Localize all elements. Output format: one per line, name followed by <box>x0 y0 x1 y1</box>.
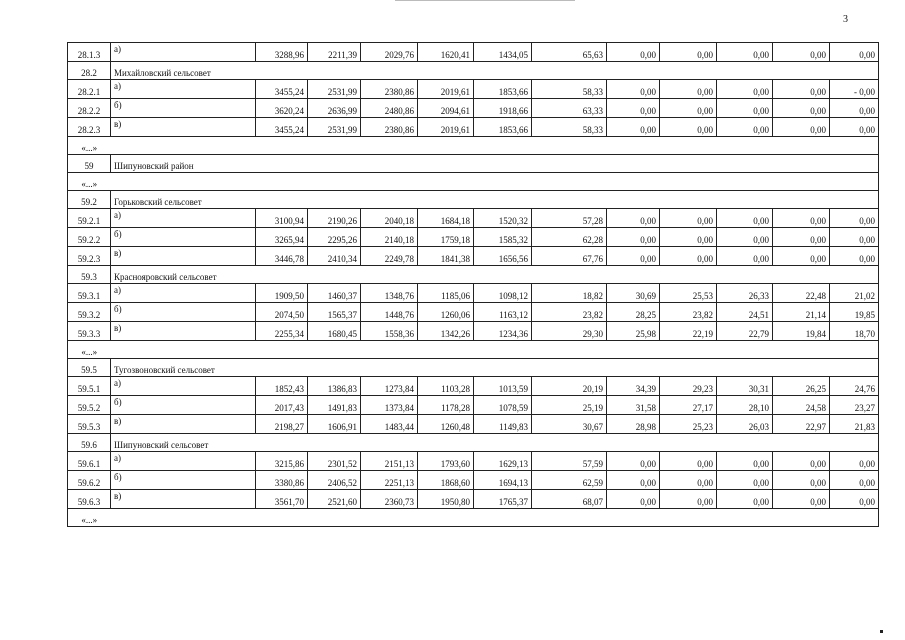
row-code: 59.2.3 <box>68 247 111 266</box>
value-cell: 2480,86 <box>361 99 418 118</box>
value-cell: 2017,43 <box>256 396 308 415</box>
value-cell: 58,33 <box>532 118 607 137</box>
value-cell: 3455,24 <box>256 80 308 99</box>
ellipsis-filler <box>111 137 879 155</box>
value-cell: 62,59 <box>532 471 607 490</box>
row-code: 59.6 <box>68 434 111 452</box>
row-label: б) <box>111 471 256 490</box>
value-cell: 0,00 <box>660 490 717 509</box>
value-cell: 3446,78 <box>256 247 308 266</box>
value-cell: 2151,13 <box>361 452 418 471</box>
value-cell: 2029,76 <box>361 43 418 62</box>
value-cell: 1185,06 <box>418 284 474 303</box>
table-row <box>68 209 879 228</box>
value-cell: 1149,83 <box>474 415 532 434</box>
value-cell: 3620,24 <box>256 99 308 118</box>
value-cell: 2190,26 <box>308 209 361 228</box>
table-row <box>68 490 879 509</box>
value-cell: 27,17 <box>660 396 717 415</box>
row-label: а) <box>111 284 256 303</box>
value-cell: 18,82 <box>532 284 607 303</box>
ellipsis-row <box>68 509 879 527</box>
value-cell: 18,70 <box>830 322 879 341</box>
value-cell: 3265,94 <box>256 228 308 247</box>
value-cell: 1909,50 <box>256 284 308 303</box>
value-cell: 0,00 <box>830 490 879 509</box>
ellipsis-filler <box>111 509 879 527</box>
value-cell: 1163,12 <box>474 303 532 322</box>
section-row <box>68 155 879 173</box>
value-cell: 1234,36 <box>474 322 532 341</box>
row-code: 59.6.2 <box>68 471 111 490</box>
value-cell: 2019,61 <box>418 80 474 99</box>
value-cell: 2094,61 <box>418 99 474 118</box>
value-cell: 1342,26 <box>418 322 474 341</box>
value-cell: 0,00 <box>717 452 773 471</box>
value-cell: 1868,60 <box>418 471 474 490</box>
value-cell: 2360,73 <box>361 490 418 509</box>
value-cell: 0,00 <box>717 43 773 62</box>
value-cell: 0,00 <box>607 247 660 266</box>
value-cell: 30,67 <box>532 415 607 434</box>
value-cell: 23,82 <box>532 303 607 322</box>
value-cell: 2140,18 <box>361 228 418 247</box>
row-label: а) <box>111 43 256 62</box>
value-cell: 2074,50 <box>256 303 308 322</box>
value-cell: 2380,86 <box>361 80 418 99</box>
value-cell: 1950,80 <box>418 490 474 509</box>
value-cell: 3215,86 <box>256 452 308 471</box>
value-cell: 3288,96 <box>256 43 308 62</box>
value-cell: 0,00 <box>717 209 773 228</box>
value-cell: 0,00 <box>607 228 660 247</box>
value-cell: 0,00 <box>830 99 879 118</box>
value-cell: 21,83 <box>830 415 879 434</box>
value-cell: 1260,06 <box>418 303 474 322</box>
value-cell: 23,27 <box>830 396 879 415</box>
value-cell: 1434,05 <box>474 43 532 62</box>
value-cell: 0,00 <box>830 452 879 471</box>
value-cell: 1013,59 <box>474 377 532 396</box>
section-title: Шипуновский сельсовет <box>111 434 361 452</box>
row-code: 28.2 <box>68 62 111 80</box>
section-title: Горьковский сельсовет <box>111 191 361 209</box>
value-cell: 29,23 <box>660 377 717 396</box>
row-label: а) <box>111 209 256 228</box>
row-label: в) <box>111 322 256 341</box>
table-row <box>68 247 879 266</box>
value-cell: 0,00 <box>607 490 660 509</box>
table-row <box>68 471 879 490</box>
value-cell: 1620,41 <box>418 43 474 62</box>
value-cell: 1694,13 <box>474 471 532 490</box>
section-filler <box>361 155 879 173</box>
value-cell: 1348,76 <box>361 284 418 303</box>
row-code: 59.2.2 <box>68 228 111 247</box>
value-cell: 1386,83 <box>308 377 361 396</box>
value-cell: 2380,86 <box>361 118 418 137</box>
section-filler <box>361 434 879 452</box>
value-cell: 0,00 <box>717 80 773 99</box>
value-cell: 25,23 <box>660 415 717 434</box>
section-row <box>68 191 879 209</box>
value-cell: 2636,99 <box>308 99 361 118</box>
value-cell: 2410,34 <box>308 247 361 266</box>
value-cell: 23,82 <box>660 303 717 322</box>
row-code: 59.6.1 <box>68 452 111 471</box>
row-code: 59.2.1 <box>68 209 111 228</box>
value-cell: 26,03 <box>717 415 773 434</box>
value-cell: 2251,13 <box>361 471 418 490</box>
value-cell: 2295,26 <box>308 228 361 247</box>
value-cell: 2301,52 <box>308 452 361 471</box>
value-cell: 0,00 <box>660 452 717 471</box>
row-code: 59.3.2 <box>68 303 111 322</box>
value-cell: 30,69 <box>607 284 660 303</box>
value-cell: 0,00 <box>607 80 660 99</box>
value-cell: 31,58 <box>607 396 660 415</box>
value-cell: 28,98 <box>607 415 660 434</box>
value-cell: 2040,18 <box>361 209 418 228</box>
value-cell: 1852,43 <box>256 377 308 396</box>
value-cell: 0,00 <box>607 43 660 62</box>
table-body <box>68 43 879 527</box>
value-cell: 1078,59 <box>474 396 532 415</box>
value-cell: 0,00 <box>607 99 660 118</box>
ellipsis-row <box>68 341 879 359</box>
value-cell: 0,00 <box>773 43 830 62</box>
value-cell: 1918,66 <box>474 99 532 118</box>
value-cell: 1520,32 <box>474 209 532 228</box>
value-cell: 0,00 <box>717 118 773 137</box>
value-cell: 1373,84 <box>361 396 418 415</box>
row-label: а) <box>111 80 256 99</box>
value-cell: 0,00 <box>660 247 717 266</box>
section-filler <box>361 359 879 377</box>
value-cell: 0,00 <box>660 80 717 99</box>
value-cell: 0,00 <box>660 228 717 247</box>
value-cell: 0,00 <box>773 80 830 99</box>
row-code: 59.3 <box>68 266 111 284</box>
value-cell: 25,98 <box>607 322 660 341</box>
value-cell: 1103,28 <box>418 377 474 396</box>
tariff-table <box>67 42 879 527</box>
value-cell: 0,00 <box>830 228 879 247</box>
value-cell: 0,00 <box>773 471 830 490</box>
section-row <box>68 266 879 284</box>
value-cell: 0,00 <box>830 247 879 266</box>
value-cell: 22,19 <box>660 322 717 341</box>
table-row <box>68 99 879 118</box>
value-cell: 1684,18 <box>418 209 474 228</box>
value-cell: 0,00 <box>660 209 717 228</box>
value-cell: 25,19 <box>532 396 607 415</box>
row-label: б) <box>111 99 256 118</box>
value-cell: 62,28 <box>532 228 607 247</box>
table-row <box>68 396 879 415</box>
table-row <box>68 452 879 471</box>
value-cell: 1098,12 <box>474 284 532 303</box>
scan-speck <box>880 630 883 633</box>
value-cell: 0,00 <box>607 471 660 490</box>
value-cell: 28,25 <box>607 303 660 322</box>
row-label: б) <box>111 228 256 247</box>
ellipsis-cell: «...» <box>68 341 111 359</box>
value-cell: 0,00 <box>773 228 830 247</box>
section-filler <box>361 191 879 209</box>
row-code: 59.5.2 <box>68 396 111 415</box>
row-label: а) <box>111 377 256 396</box>
ellipsis-cell: «...» <box>68 173 111 191</box>
value-cell: 1793,60 <box>418 452 474 471</box>
value-cell: 24,58 <box>773 396 830 415</box>
value-cell: 0,00 <box>660 43 717 62</box>
value-cell: 1656,56 <box>474 247 532 266</box>
value-cell: 1491,83 <box>308 396 361 415</box>
value-cell: 1273,84 <box>361 377 418 396</box>
value-cell: 3561,70 <box>256 490 308 509</box>
value-cell: 0,00 <box>660 471 717 490</box>
value-cell: 0,00 <box>773 452 830 471</box>
value-cell: 19,84 <box>773 322 830 341</box>
row-code: 59.5 <box>68 359 111 377</box>
value-cell: 2521,60 <box>308 490 361 509</box>
value-cell: 0,00 <box>717 228 773 247</box>
value-cell: 1629,13 <box>474 452 532 471</box>
row-code: 28.2.3 <box>68 118 111 137</box>
value-cell: 21,02 <box>830 284 879 303</box>
value-cell: 22,79 <box>717 322 773 341</box>
row-label: б) <box>111 303 256 322</box>
table-row <box>68 228 879 247</box>
value-cell: 1680,45 <box>308 322 361 341</box>
value-cell: 2198,27 <box>256 415 308 434</box>
value-cell: 26,25 <box>773 377 830 396</box>
value-cell: 0,00 <box>660 99 717 118</box>
value-cell: 1853,66 <box>474 80 532 99</box>
value-cell: 1606,91 <box>308 415 361 434</box>
value-cell: 34,39 <box>607 377 660 396</box>
row-label: в) <box>111 247 256 266</box>
value-cell: 58,33 <box>532 80 607 99</box>
row-code: 28.1.3 <box>68 43 111 62</box>
value-cell: 1759,18 <box>418 228 474 247</box>
table-row <box>68 80 879 99</box>
table-row <box>68 118 879 137</box>
value-cell: 2531,99 <box>308 118 361 137</box>
row-label: а) <box>111 452 256 471</box>
ellipsis-cell: «...» <box>68 509 111 527</box>
value-cell: 0,00 <box>773 99 830 118</box>
value-cell: 1585,32 <box>474 228 532 247</box>
page-number: 3 <box>843 14 848 25</box>
row-label: в) <box>111 415 256 434</box>
value-cell: 67,76 <box>532 247 607 266</box>
value-cell: 57,28 <box>532 209 607 228</box>
value-cell: 0,00 <box>717 490 773 509</box>
section-title: Михайловский сельсовет <box>111 62 361 80</box>
section-row <box>68 359 879 377</box>
row-label: в) <box>111 118 256 137</box>
value-cell: 1178,28 <box>418 396 474 415</box>
section-title: Тугозвоновский сельсовет <box>111 359 361 377</box>
row-code: 59.6.3 <box>68 490 111 509</box>
value-cell: 0,00 <box>830 209 879 228</box>
section-filler <box>361 62 879 80</box>
value-cell: 20,19 <box>532 377 607 396</box>
section-filler <box>361 266 879 284</box>
value-cell: 1558,36 <box>361 322 418 341</box>
value-cell: 3455,24 <box>256 118 308 137</box>
ellipsis-cell: «...» <box>68 137 111 155</box>
value-cell: 22,97 <box>773 415 830 434</box>
value-cell: 63,33 <box>532 99 607 118</box>
value-cell: 21,14 <box>773 303 830 322</box>
table-row <box>68 43 879 62</box>
value-cell: 2211,39 <box>308 43 361 62</box>
value-cell: 2531,99 <box>308 80 361 99</box>
value-cell: 29,30 <box>532 322 607 341</box>
value-cell: 0,00 <box>773 118 830 137</box>
value-cell: 0,00 <box>717 247 773 266</box>
section-row <box>68 62 879 80</box>
value-cell: 24,76 <box>830 377 879 396</box>
row-code: 28.2.2 <box>68 99 111 118</box>
row-code: 59.3.3 <box>68 322 111 341</box>
row-code: 59.2 <box>68 191 111 209</box>
scan-edge-line <box>395 0 575 1</box>
value-cell: 0,00 <box>830 118 879 137</box>
value-cell: 28,10 <box>717 396 773 415</box>
value-cell: 2406,52 <box>308 471 361 490</box>
value-cell: 26,33 <box>717 284 773 303</box>
value-cell: 0,00 <box>773 247 830 266</box>
value-cell: 0,00 <box>607 209 660 228</box>
ellipsis-filler <box>111 173 879 191</box>
value-cell: 30,31 <box>717 377 773 396</box>
section-title: Краснояровский сельсовет <box>111 266 361 284</box>
value-cell: 0,00 <box>660 118 717 137</box>
value-cell: 3100,94 <box>256 209 308 228</box>
value-cell: 1448,76 <box>361 303 418 322</box>
value-cell: 0,00 <box>717 99 773 118</box>
value-cell: 68,07 <box>532 490 607 509</box>
value-cell: 0,00 <box>607 452 660 471</box>
row-code: 59.5.3 <box>68 415 111 434</box>
value-cell: 0,00 <box>717 471 773 490</box>
row-label: в) <box>111 490 256 509</box>
section-title: Шипуновский район <box>111 155 361 173</box>
value-cell: 57,59 <box>532 452 607 471</box>
value-cell: 1260,48 <box>418 415 474 434</box>
section-row <box>68 434 879 452</box>
value-cell: 1483,44 <box>361 415 418 434</box>
row-code: 59.3.1 <box>68 284 111 303</box>
row-code: 59.5.1 <box>68 377 111 396</box>
table-row <box>68 322 879 341</box>
ellipsis-filler <box>111 341 879 359</box>
value-cell: 0,00 <box>830 43 879 62</box>
value-cell: 19,85 <box>830 303 879 322</box>
value-cell: 0,00 <box>773 490 830 509</box>
row-label: б) <box>111 396 256 415</box>
value-cell: 65,63 <box>532 43 607 62</box>
value-cell: 1565,37 <box>308 303 361 322</box>
value-cell: 2019,61 <box>418 118 474 137</box>
row-code: 28.2.1 <box>68 80 111 99</box>
value-cell: 25,53 <box>660 284 717 303</box>
ellipsis-row <box>68 173 879 191</box>
row-code: 59 <box>68 155 111 173</box>
value-cell: 1841,38 <box>418 247 474 266</box>
table-row <box>68 377 879 396</box>
table-row <box>68 415 879 434</box>
value-cell: 0,00 <box>607 118 660 137</box>
value-cell: 1853,66 <box>474 118 532 137</box>
value-cell: 3380,86 <box>256 471 308 490</box>
table-row <box>68 284 879 303</box>
value-cell: 0,00 <box>830 471 879 490</box>
value-cell: 0,00 <box>773 209 830 228</box>
value-cell: 22,48 <box>773 284 830 303</box>
value-cell: 24,51 <box>717 303 773 322</box>
value-cell: 2249,78 <box>361 247 418 266</box>
value-cell: 1765,37 <box>474 490 532 509</box>
ellipsis-row <box>68 137 879 155</box>
value-cell: 1460,37 <box>308 284 361 303</box>
table-row <box>68 303 879 322</box>
value-cell: 2255,34 <box>256 322 308 341</box>
value-cell: - 0,00 <box>830 80 879 99</box>
